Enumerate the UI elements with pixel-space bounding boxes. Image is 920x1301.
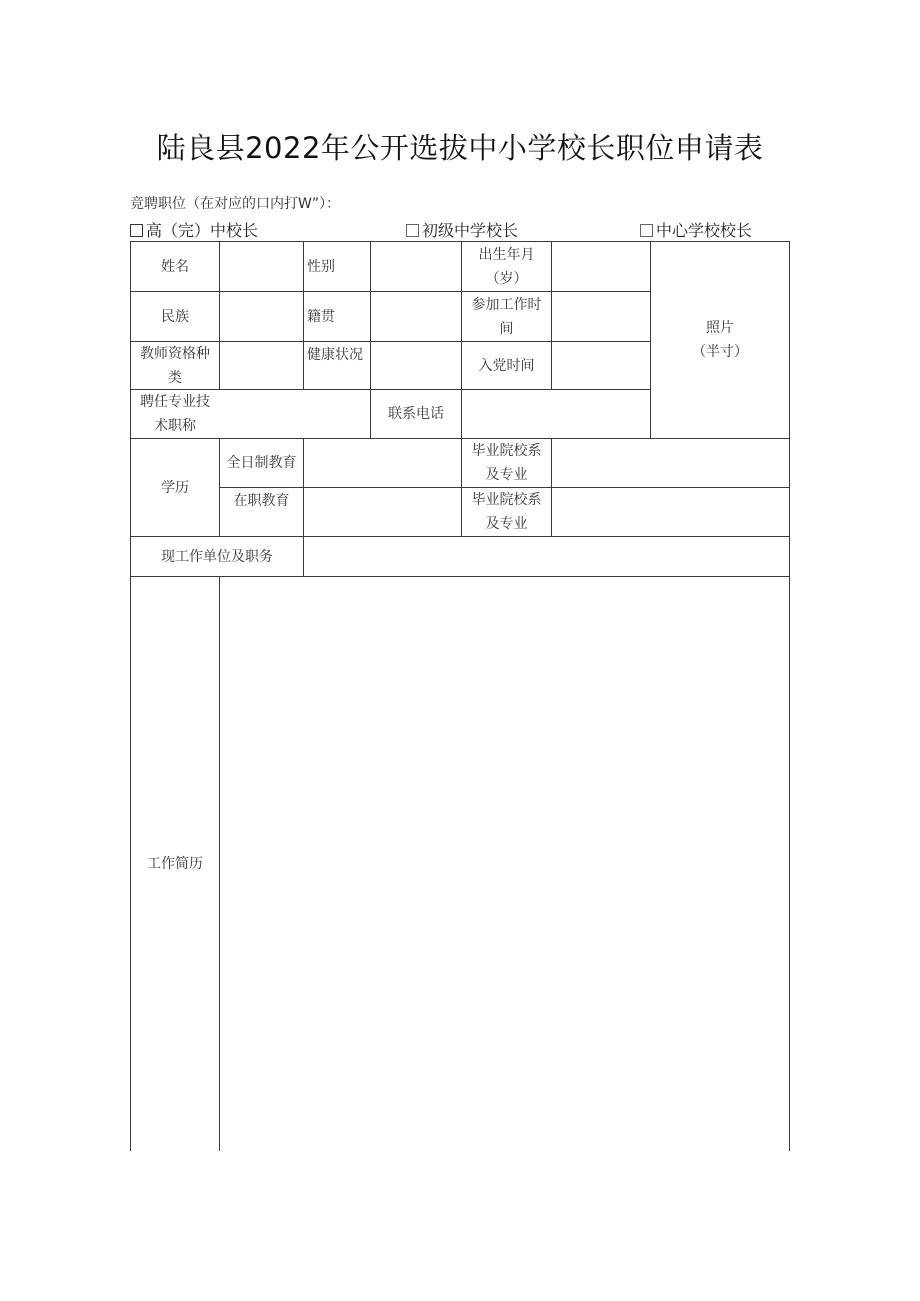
input-teacher-cert[interactable]: [220, 342, 303, 389]
checkbox-icon[interactable]: [406, 224, 419, 237]
input-health[interactable]: [371, 342, 461, 389]
option-junior-high[interactable]: [406, 218, 518, 241]
position-instruction: 竞聘职位（在对应的口内打W”）：: [130, 196, 341, 212]
input-work-start[interactable]: [552, 292, 650, 341]
label-name: 姓名: [161, 258, 189, 275]
position-options: [130, 218, 790, 238]
input-birth[interactable]: [552, 242, 650, 291]
label-health: 健康状况: [307, 347, 363, 363]
label-school-major-1: 毕业院校系及专业: [471, 443, 542, 483]
label-party-join: 入党时间: [478, 357, 535, 374]
label-teacher-cert: 教师资格种类: [140, 345, 210, 386]
label-resume: 工作简历: [147, 856, 203, 872]
label-ethnicity: 民族: [161, 308, 189, 325]
label-education: 学历: [161, 479, 189, 496]
label-inservice: 在职教育: [233, 493, 290, 509]
photo-box[interactable]: [651, 242, 789, 438]
label-current-unit: 现工作单位及职务: [161, 548, 273, 565]
input-inservice[interactable]: [304, 488, 461, 536]
input-current-unit[interactable]: [304, 537, 789, 576]
option-label: 初级中学校长: [422, 221, 519, 240]
input-resume[interactable]: [220, 577, 789, 1151]
label-native-place: 籍贯: [307, 308, 335, 325]
label-work-start: 参加工作时间: [471, 296, 542, 337]
option-label: 高（完）中校长: [146, 221, 259, 240]
label-photo-size: （半寸）: [692, 344, 748, 360]
input-party-join[interactable]: [552, 342, 650, 389]
label-gender: 性别: [307, 258, 335, 275]
page-title: 陆良县2022年公开选拔中小学校长职位申请表: [156, 131, 764, 165]
checkbox-icon[interactable]: [130, 224, 143, 237]
label-photo: 照片: [706, 320, 734, 336]
option-central-school[interactable]: [640, 218, 752, 241]
option-label: 中心学校校长: [656, 221, 753, 240]
label-phone: 联系电话: [388, 406, 444, 422]
input-fulltime[interactable]: [304, 439, 461, 487]
input-school-major-2[interactable]: [552, 488, 789, 536]
input-ethnicity[interactable]: [220, 292, 303, 341]
input-name[interactable]: [220, 242, 303, 291]
input-school-major-1[interactable]: [552, 439, 789, 487]
label-school-major-2: 毕业院校系及专业: [471, 492, 542, 532]
option-senior-high[interactable]: [130, 218, 258, 241]
input-phone[interactable]: [462, 390, 650, 438]
input-gender[interactable]: [371, 242, 461, 291]
label-birth: 出生年月（岁）: [478, 246, 535, 287]
label-fulltime: 全日制教育: [226, 455, 297, 471]
label-professional-title: 聘任专业技术职称: [140, 394, 210, 434]
input-professional-title[interactable]: [220, 390, 370, 438]
checkbox-icon[interactable]: [640, 224, 653, 237]
input-native-place[interactable]: [371, 292, 461, 341]
